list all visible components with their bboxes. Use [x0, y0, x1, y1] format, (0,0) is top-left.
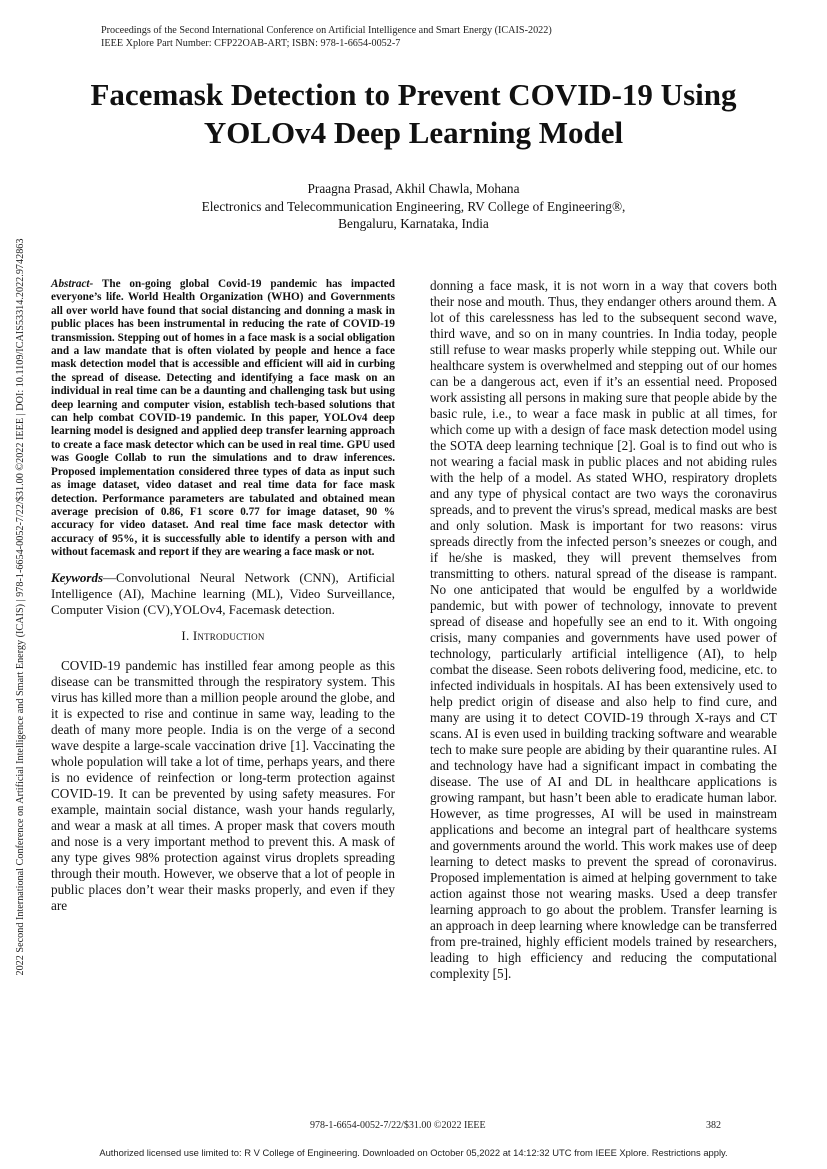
abstract — [51, 278, 395, 560]
paper-title: Facemask Detection to Prevent COVID-19 Using YOLOv4 Deep Learning Model — [90, 77, 737, 150]
author-block — [100, 180, 727, 233]
author-names: Praagna Prasad, Akhil Chawla, Mohana — [307, 181, 520, 196]
footer-copyright-code: 978-1-6654-0052-7/22/$31.00 ©2022 IEEE — [310, 1120, 486, 1131]
intro-paragraph-right: donning a face mask, it is not worn in a way that covers both their nose and mouth. Thus, they endanger others around them. A lot of this carelessness has led to the subsequent second wave, third wave, and so on in many countries. In India today, people still refuse to wear masks properly while stepping out. While our healthcare system is overwhelmed and stepping out of our homes can be a dangerous act, even if it’s an essential need. Proposed work assisting all persons in making sure that people abide by the basic rule, i.e., to wear a face mask in public at all times, for which come up with a design of face mask detection model using the SOTA deep learning technique [2]. Goal is to find out who is not wearing a facial mask in public places and not abiding rules with the help of a model. As stated WHO, respiratory droplets and any type of physical contact are two ways the coronavirus spreads, and to prevent the virus's spread, medical masks are best and only solution. Mask is important for two reasons: virus spreads directly from the infected person’s sneezes or cough, and if he/she is masked, they will prevent themselves from transmitting to others. natural spread of the disease is rampant. No one anticipated that would be engulfed by a worldwide pandemic, but with power of technology, innovate to prevent spread of disease and hopefully see an end to it. With ongoing crisis, many companies and governments have used power of technology, particularly artificial intelligence (AI), to help combat the disease. Seen robots delivering food, medicine, etc. to infected individuals in hospitals. AI has been extensively used to help predict origin of disease and also help to find cure, and many are using it to detect COVID-19 through X-rays and CT scans. AI is even used in building tracking software and wearable tech to make sure people are abiding by their quarantine rules. AI and technology have had a significant impact in combating the disease. The use of AI and DL in healthcare applications is growing rampant, but hasn’t been able to eradicate human labor. However, as time progresses, AI will be used in mainstream applications and become an integral part of healthcare systems and governments around the world. This work makes use of deep learning to detect masks to prevent the spread of coronavirus. Proposed implementation is aimed at helping government to take action against those not wearing masks. Used a deep transfer learning approach to go about the problem. Transfer learning is an approach in deep learning where knowledge can be transferred from pre-trained, highly efficient models trained by researchers, leading to high efficiency and reducing the computational complexity [5]. — [430, 278, 777, 981]
xplore-line: IEEE Xplore Part Number: CFP22OAB-ART; ISBN: 978-1-6654-0052-7 — [101, 38, 401, 49]
intro-paragraph-left: COVID-19 pandemic has instilled fear among people as this disease can be transmitted through the respiratory system. This virus has killed more than a million people around the globe, and it is expected to rise and continue in same way, leading to the death of many more people. India is on the verge of a second wave despite a large-scale vaccination drive [1]. Vaccinating the whole population will take a lot of time, perhaps years, and there is no evidence of reinfection or long-term protection against COVID-19. It can be prevented by using safety measures. For example, maintain social distance, wash your hands regularly, and wear a mask at all times. A proper mask that covers mouth and nose is a very important method to prevent this. A mask of any type gives 98% protection against virus droplets spreading through their mouth. However, we observe that a lot of people in public places don’t wear their masks properly, and even if they are — [51, 657, 395, 913]
right-column — [430, 278, 777, 982]
author-location: Bengaluru, Karnataka, India — [338, 216, 489, 231]
author-affiliation: Electronics and Telecommunication Engineering, RV College of Engineering®, — [201, 198, 626, 214]
conference-header — [101, 24, 701, 50]
keywords-text: —Convolutional Neural Network (CNN), Artificial Intelligence (AI), Machine learning (ML), Video Surveillance, Computer Vision (CV),YOLOv4, Facemask detection. — [51, 569, 395, 617]
abstract-text: The on-going global Covid-19 pandemic has impacted everyone’s life. World Health Organization (WHO) and Governments all over world have found that social distancing and donning a mask in public places has been instrumental in reducing the rate of COVID-19 transmission. Stepping out of homes in a face mask is a social obligation and a law mandate that is often violated by people and hence a face mask detection model that is accessible and efficient will aid in curbing the spread of disease. Detecting and identifying a face mask on an individual in real time can be a daunting and challenging task but using deep learning and computer vision, establish tech-based solutions that can help combat COVID-19 pandemic. In this paper, YOLOv4 deep learning model is designed and applied deep transfer learning approach to create a face mask detector which can be used in real time. GPU used was Google Collab to run the simulations and to draw inferences. Proposed implementation considered three types of data as input such as image dataset, video dataset and real time data for face mask detection. Performance parameters are tabulated and obtained mean average precision of 0.86, F1 score 0.77 for image dataset, 90 % accuracy for video dataset. And real time face mask detector with accuracy of 95%, it is successfully able to identify a person with and without facemask and report if they are wearing a face mask or not. — [51, 278, 395, 559]
license-notice: Authorized licensed use limited to: R V College of Engineering. Downloaded on October 05,2022 at 14:12:32 UTC from IEEE Xplore. Restrictions apply. — [99, 1147, 728, 1158]
section-heading-introduction: I. Introduction — [181, 627, 265, 643]
left-column — [51, 278, 395, 914]
abstract-label: Abstract- — [51, 278, 94, 290]
page-number: 382 — [706, 1120, 721, 1131]
sidebar-citation: 2022 Second International Conference on Artificial Intelligence and Smart Energy (ICAIS) | 978-1-6654-0052-7/22/$31.00 ©2022 IEEE | DOI: 10.1109/ICAIS53314.2022.9742863 — [15, 238, 26, 976]
conference-line: Proceedings of the Second International Conference on Artificial Intelligence and Smart Energy (ICAIS-2022) — [101, 25, 552, 36]
keywords-label: Keywords — [51, 569, 103, 585]
keywords — [51, 570, 395, 618]
